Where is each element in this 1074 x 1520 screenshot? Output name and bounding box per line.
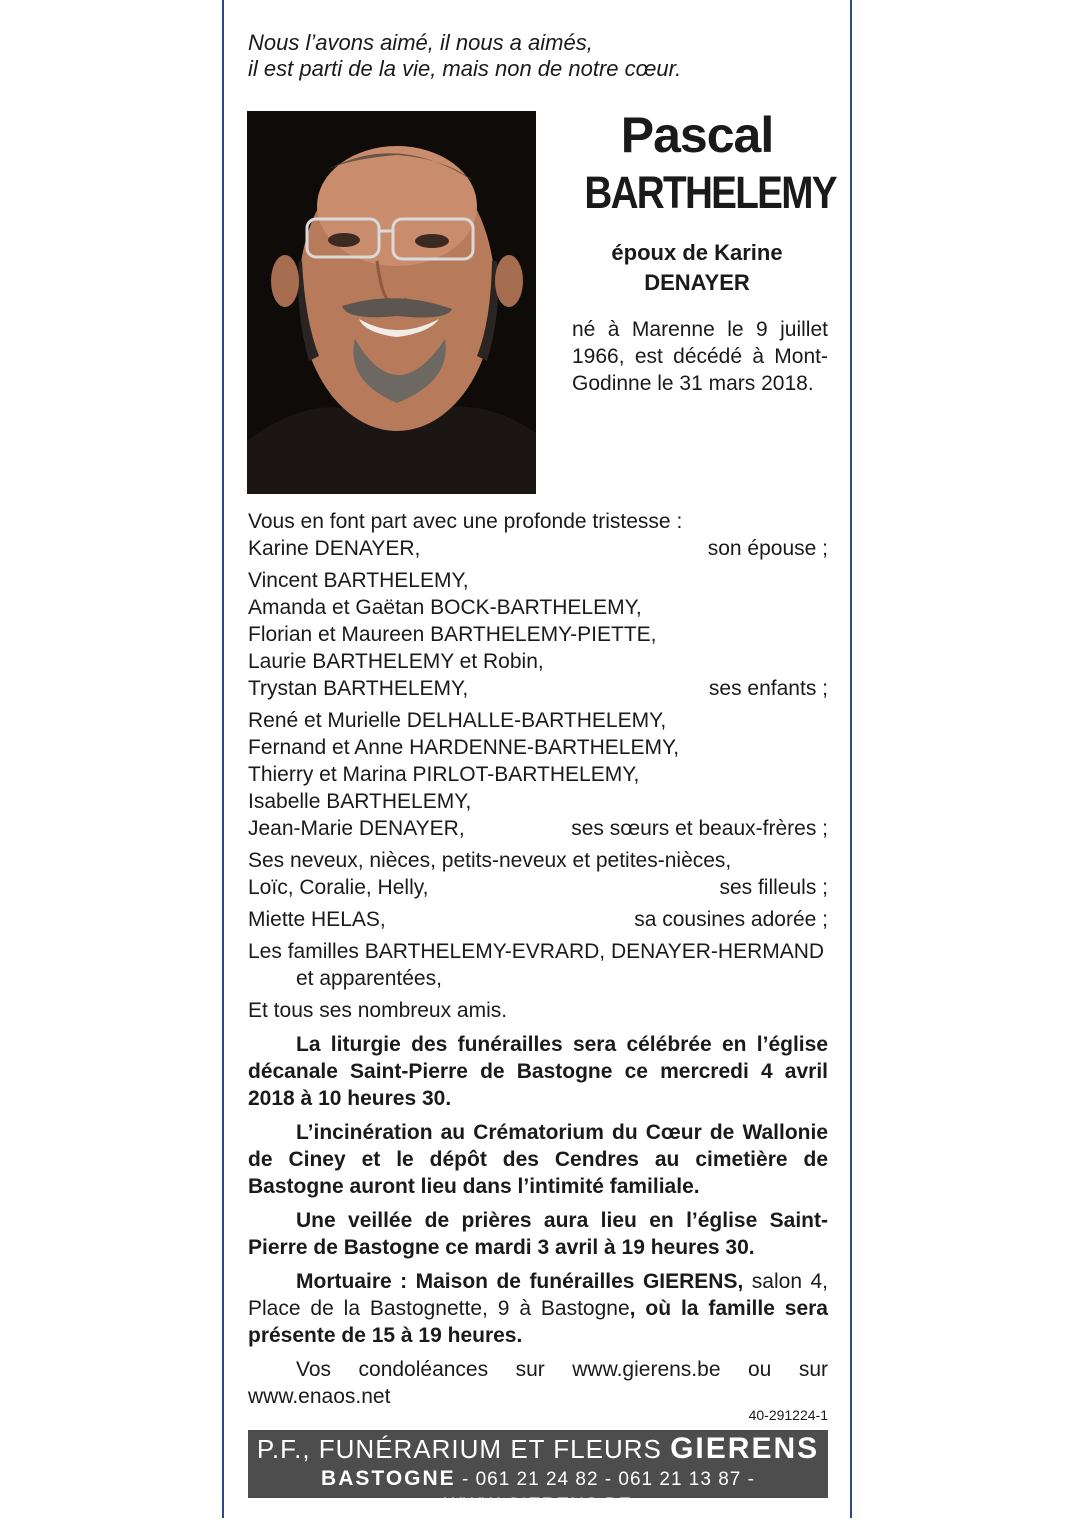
sibling-name: Fernand et Anne HARDENNE-BARTHELEMY, bbox=[248, 736, 680, 759]
sibling-name: Thierry et Marina PIRLOT-BARTHELEMY, bbox=[248, 763, 640, 786]
children-relation: ses enfants ; bbox=[708, 677, 828, 700]
spouse-line-1: époux de Karine bbox=[611, 240, 783, 265]
spouse-line-2: DENAYER bbox=[644, 270, 750, 295]
mortuary-paragraph bbox=[248, 1268, 828, 1349]
siblings-last-row bbox=[248, 815, 828, 842]
epigraph bbox=[248, 30, 828, 82]
banner-brand: GIERENS bbox=[670, 1432, 820, 1465]
cousin-relation: sa cousines adorée ; bbox=[634, 908, 828, 931]
families-line-2: et apparentées, bbox=[296, 967, 442, 990]
liturgy-paragraph: La liturgie des funérailles sera célébrée en l’église décanale Saint-Pierre de Bastogne ce mercredi 4 avril 2018 à 10 heures 30. bbox=[248, 1033, 828, 1110]
mortuary-hours: , où la famille sera présente de 15 à 19 heures. bbox=[248, 1297, 828, 1347]
children-last-row bbox=[248, 675, 828, 702]
child-name: Laurie BARTHELEMY et Robin, bbox=[248, 650, 544, 673]
children-group bbox=[248, 567, 828, 702]
godchildren-row bbox=[248, 874, 828, 901]
nephews-group bbox=[248, 847, 828, 901]
sibling-name: Jean-Marie DENAYER, bbox=[248, 817, 465, 840]
godchildren-names: Loïc, Coralie, Helly, bbox=[248, 876, 429, 899]
reference-number: 40-291224-1 bbox=[748, 1407, 828, 1423]
funeral-home-banner bbox=[248, 1430, 828, 1516]
sibling-name: René et Murielle DELHALLE-BARTHELEMY, bbox=[248, 709, 667, 732]
epigraph-line-2: il est parti de la vie, mais non de notre cœur. bbox=[248, 56, 682, 81]
banner-prefix: P.F., FUNÉRARIUM ET FLEURS bbox=[256, 1434, 671, 1464]
banner-line-1 bbox=[248, 1430, 828, 1466]
mortuary-bold: Mortuaire : Maison de funérailles GIERENS, bbox=[296, 1270, 744, 1293]
child-name: Trystan BARTHELEMY, bbox=[248, 677, 469, 700]
sibling-name: Isabelle BARTHELEMY, bbox=[248, 790, 472, 813]
epigraph-line-1: Nous l’avons aimé, il nous a aimés, bbox=[248, 30, 593, 55]
announcement-body bbox=[248, 508, 828, 1410]
banner-line-2 bbox=[248, 1466, 828, 1519]
families-line-1: Les familles BARTHELEMY-EVRARD, DENAYER-HERMAND bbox=[248, 940, 825, 963]
spouse-row bbox=[248, 535, 828, 562]
banner-city: BASTOGNE bbox=[321, 1467, 456, 1490]
families-group bbox=[248, 938, 828, 992]
banner-contacts: - 061 21 24 82 - 061 21 13 87 - WWW.GIERENS.BE bbox=[443, 1469, 755, 1516]
portrait-photo bbox=[247, 111, 536, 494]
deceased-last-name: BARTHELEMY bbox=[584, 167, 836, 218]
condolences-paragraph: Vos condoléances sur www.gierens.be ou sur www.enaos.net bbox=[248, 1358, 828, 1408]
godchildren-relation: ses filleuls ; bbox=[719, 876, 828, 899]
mortuary-address: salon 4, Place de la Bastognette, 9 à Bastogne bbox=[248, 1270, 829, 1320]
child-name: Vincent BARTHELEMY, bbox=[248, 569, 469, 592]
spouse-name: Karine DENAYER, bbox=[248, 537, 421, 560]
siblings-relation: ses sœurs et beaux-frères ; bbox=[571, 817, 828, 840]
announcement-intro: Vous en font part avec une profonde tristesse : bbox=[248, 510, 683, 533]
child-name: Amanda et Gaëtan BOCK-BARTHELEMY, bbox=[248, 596, 642, 619]
deceased-first-name: Pascal bbox=[620, 107, 774, 163]
child-name: Florian et Maureen BARTHELEMY-PIETTE, bbox=[248, 623, 657, 646]
cousin-row bbox=[248, 906, 828, 933]
nephews-line: Ses neveux, nièces, petits-neveux et petites-nièces, bbox=[248, 849, 732, 872]
cremation-paragraph: L’incinération au Crématorium du Cœur de Wallonie de Ciney et le dépôt des Cendres au cimetière de Bastogne auront lieu dans l’intimité familiale. bbox=[248, 1121, 828, 1198]
siblings-group bbox=[248, 707, 828, 842]
birth-death-text: né à Marenne le 9 juillet 1966, est décédé à Mont-Godinne le 31 mars 2018. bbox=[572, 318, 828, 395]
vigil-paragraph: Une veillée de prières aura lieu en l’église Saint-Pierre de Bastogne ce mardi 3 avril à 19 heures 30. bbox=[248, 1209, 828, 1259]
spouse-heading bbox=[566, 238, 828, 298]
cousin-name: Miette HELAS, bbox=[248, 908, 386, 931]
spouse-relation: son épouse ; bbox=[707, 537, 828, 560]
friends-line: Et tous ses nombreux amis. bbox=[248, 999, 508, 1022]
